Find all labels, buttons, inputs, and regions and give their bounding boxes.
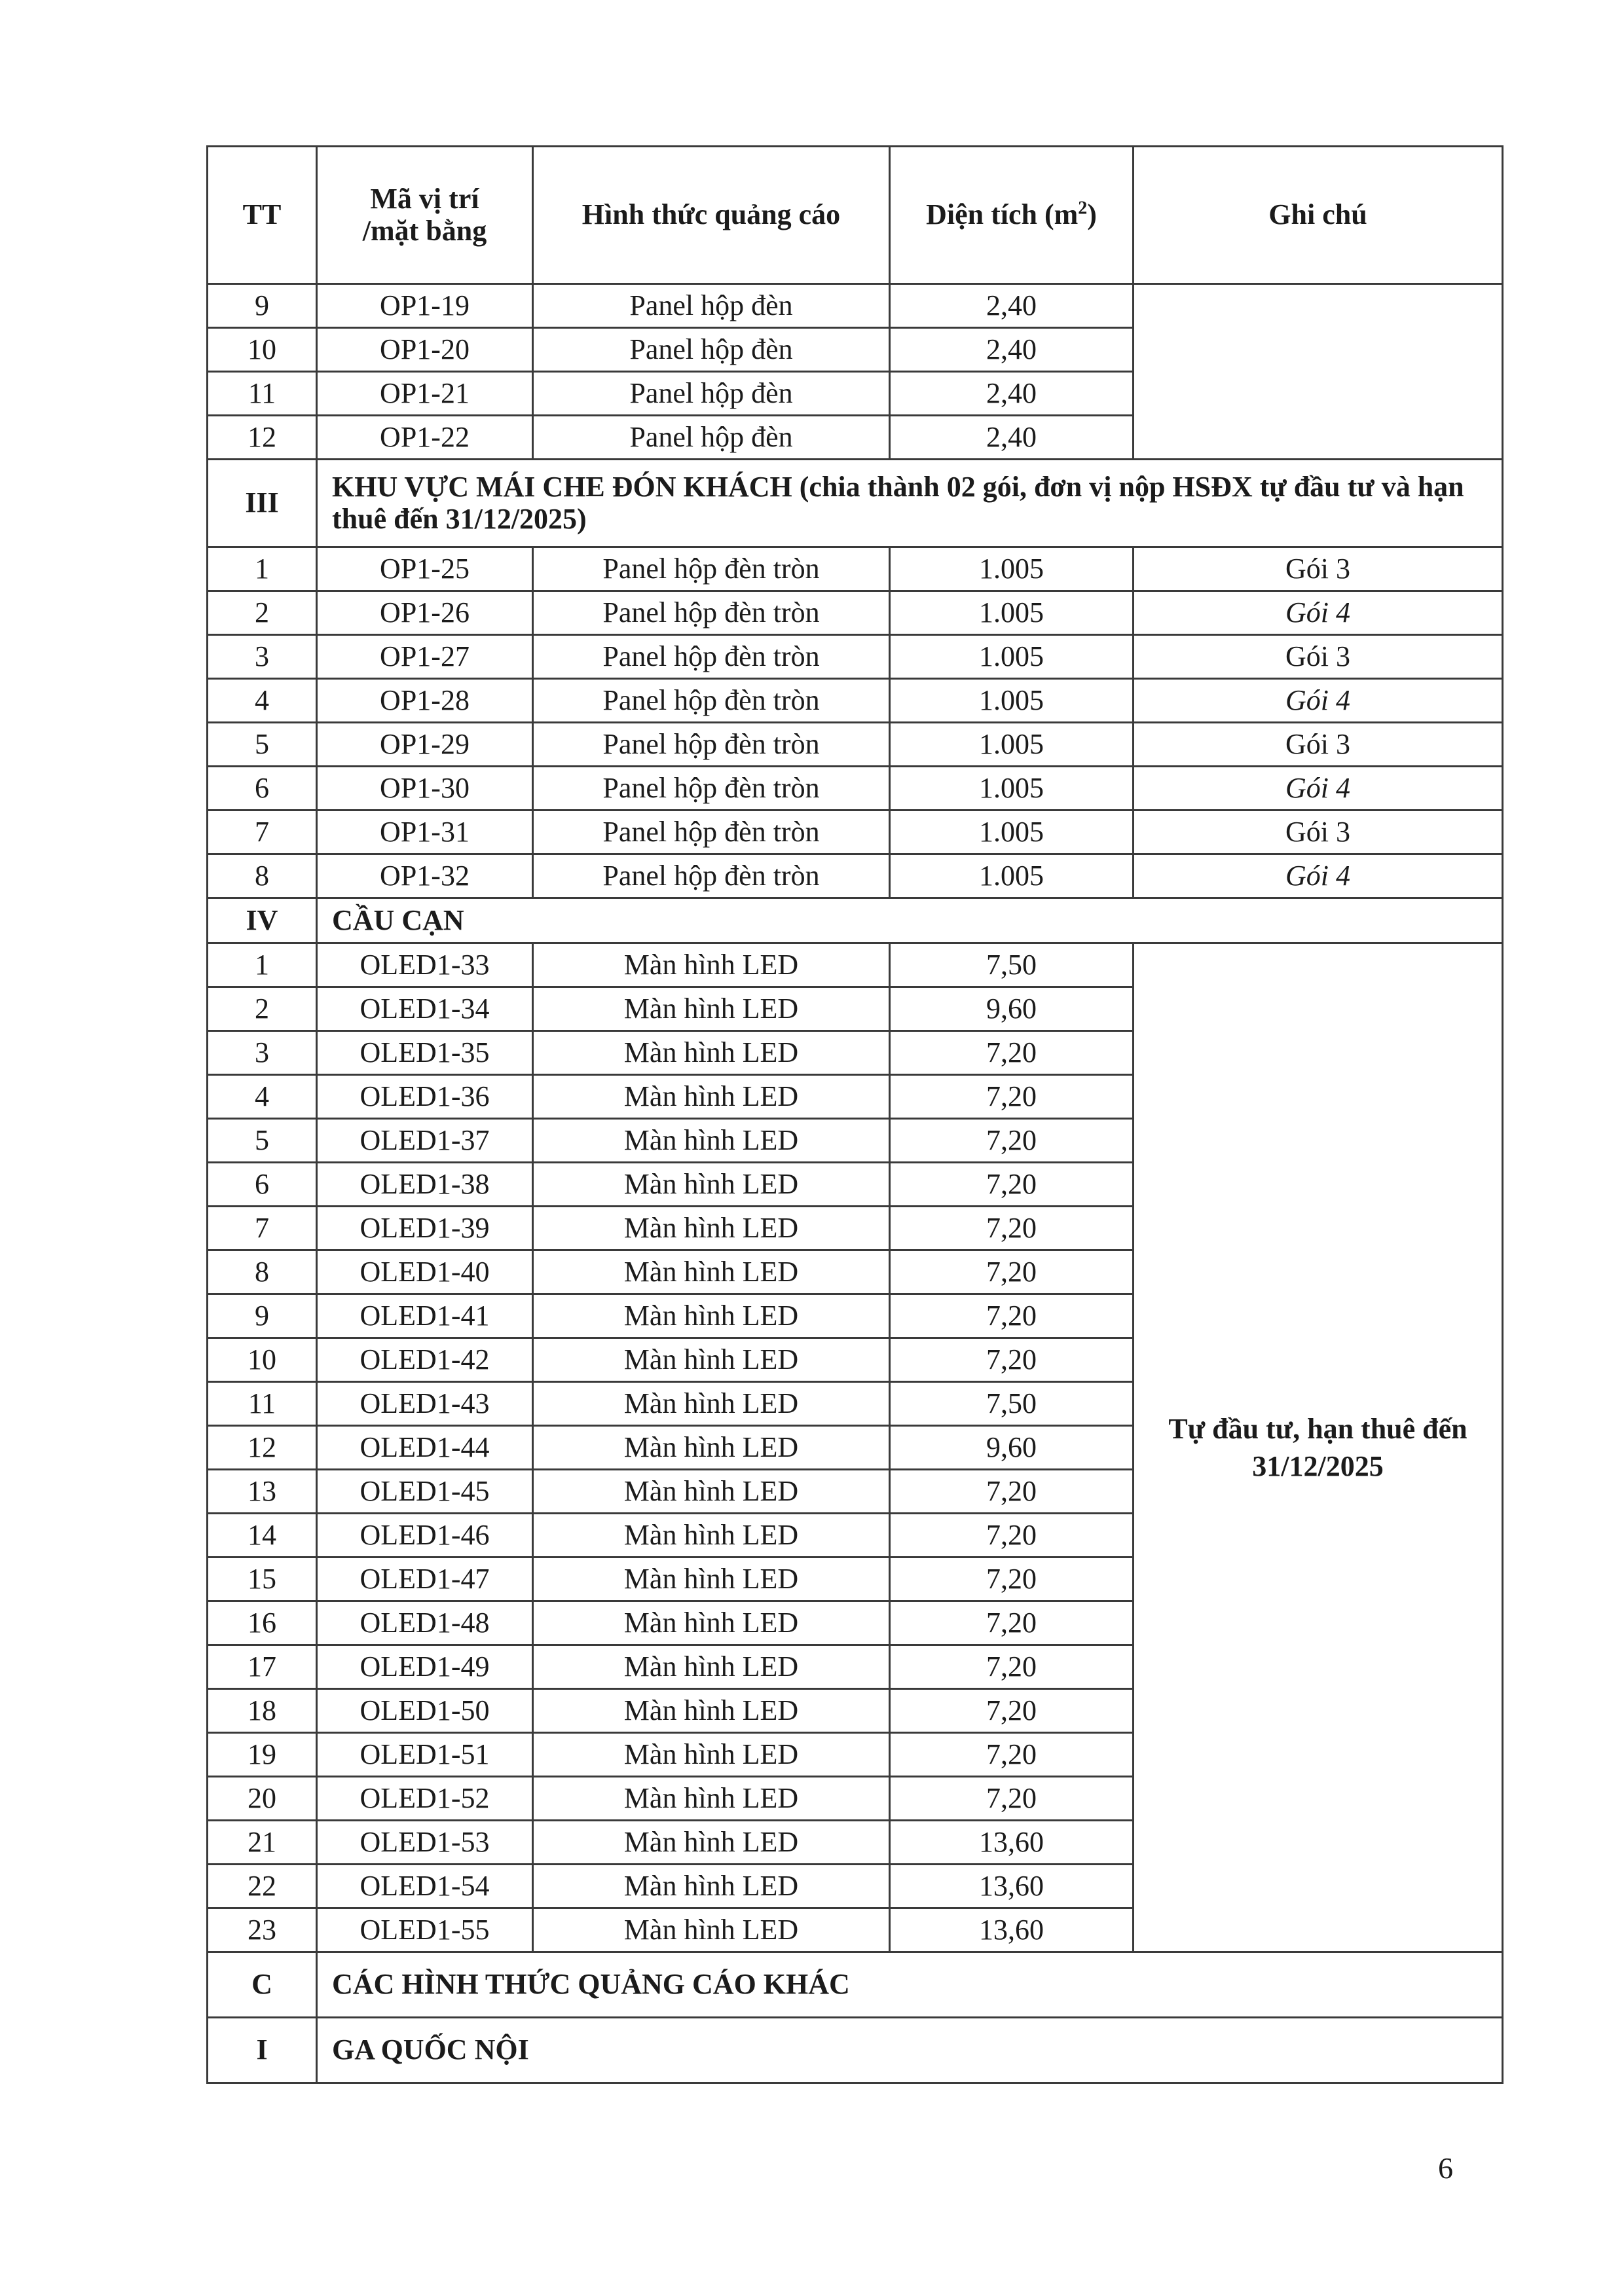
row-tt: 16 (208, 1601, 317, 1645)
row-tt: 6 (208, 1163, 317, 1207)
row-position-code: OP1-20 (317, 328, 533, 372)
row-position-code: OLED1-44 (317, 1426, 533, 1470)
row-ad-form: Panel hộp đèn (533, 416, 890, 460)
row-area: 7,50 (890, 1382, 1134, 1426)
table-row (208, 591, 1503, 635)
row-tt: 10 (208, 328, 317, 372)
row-note-merged: Tự đầu tư, hạn thuê đến 31/12/2025 (1134, 943, 1503, 1952)
row-ad-form: Màn hình LED (533, 1558, 890, 1601)
table-header-row (208, 147, 1503, 284)
row-ad-form: Panel hộp đèn (533, 328, 890, 372)
row-note-package: Gói 3 (1134, 723, 1503, 767)
row-ad-form: Panel hộp đèn (533, 284, 890, 328)
row-tt: 12 (208, 416, 317, 460)
row-note-package: Gói 4 (1134, 591, 1503, 635)
table-row (208, 811, 1503, 854)
row-position-code: OP1-28 (317, 679, 533, 723)
row-area: 7,20 (890, 1294, 1134, 1338)
row-area: 7,20 (890, 1207, 1134, 1250)
row-position-code: OP1-29 (317, 723, 533, 767)
row-position-code: OLED1-41 (317, 1294, 533, 1338)
row-position-code: OLED1-48 (317, 1601, 533, 1645)
row-ad-form: Màn hình LED (533, 1294, 890, 1338)
row-tt: 6 (208, 767, 317, 811)
row-note-package: Gói 4 (1134, 679, 1503, 723)
row-tt: 12 (208, 1426, 317, 1470)
row-note-package: Gói 3 (1134, 635, 1503, 679)
row-position-code: OLED1-53 (317, 1821, 533, 1865)
row-area: 7,20 (890, 1119, 1134, 1163)
row-position-code: OLED1-51 (317, 1733, 533, 1777)
row-ad-form: Màn hình LED (533, 1689, 890, 1733)
table-row (208, 767, 1503, 811)
row-position-code: OLED1-42 (317, 1338, 533, 1382)
row-position-code: OP1-27 (317, 635, 533, 679)
row-position-code: OP1-19 (317, 284, 533, 328)
row-ad-form: Panel hộp đèn (533, 372, 890, 416)
header-code-line1: Mã vị trí (370, 183, 479, 215)
row-position-code: OLED1-39 (317, 1207, 533, 1250)
row-area: 13,60 (890, 1821, 1134, 1865)
row-position-code: OP1-32 (317, 854, 533, 898)
row-ad-form: Màn hình LED (533, 1426, 890, 1470)
row-position-code: OP1-22 (317, 416, 533, 460)
row-tt: 9 (208, 284, 317, 328)
row-tt: 2 (208, 591, 317, 635)
row-position-code: OP1-31 (317, 811, 533, 854)
row-tt: 5 (208, 1119, 317, 1163)
row-tt: 23 (208, 1908, 317, 1952)
row-ad-form: Màn hình LED (533, 987, 890, 1031)
row-position-code: OP1-25 (317, 547, 533, 591)
row-tt: 13 (208, 1470, 317, 1514)
row-tt: 19 (208, 1733, 317, 1777)
row-area: 13,60 (890, 1908, 1134, 1952)
row-position-code: OP1-21 (317, 372, 533, 416)
row-tt: 17 (208, 1645, 317, 1689)
row-tt: 5 (208, 723, 317, 767)
row-ad-form: Màn hình LED (533, 1119, 890, 1163)
row-area: 1.005 (890, 854, 1134, 898)
row-area: 7,20 (890, 1645, 1134, 1689)
section-title: CẦU CẠN (317, 898, 1503, 943)
row-note-package: Gói 4 (1134, 854, 1503, 898)
row-area: 7,20 (890, 1601, 1134, 1645)
row-tt: 14 (208, 1514, 317, 1558)
row-area: 2,40 (890, 416, 1134, 460)
row-note-package: Gói 4 (1134, 767, 1503, 811)
row-ad-form: Màn hình LED (533, 1514, 890, 1558)
table-row (208, 547, 1503, 591)
row-position-code: OLED1-35 (317, 1031, 533, 1075)
row-tt: 7 (208, 811, 317, 854)
row-area: 1.005 (890, 723, 1134, 767)
row-area: 7,20 (890, 1514, 1134, 1558)
table-row (208, 284, 1503, 328)
row-area: 9,60 (890, 1426, 1134, 1470)
section-number: C (208, 1952, 317, 2018)
row-ad-form: Panel hộp đèn tròn (533, 767, 890, 811)
row-ad-form: Màn hình LED (533, 1163, 890, 1207)
row-area: 7,20 (890, 1777, 1134, 1821)
table-row (208, 854, 1503, 898)
row-ad-form: Panel hộp đèn tròn (533, 811, 890, 854)
table-row (208, 635, 1503, 679)
row-position-code: OLED1-40 (317, 1250, 533, 1294)
row-ad-form: Màn hình LED (533, 1821, 890, 1865)
row-position-code: OLED1-33 (317, 943, 533, 987)
row-area: 1.005 (890, 679, 1134, 723)
row-tt: 22 (208, 1865, 317, 1908)
section-title: KHU VỰC MÁI CHE ĐÓN KHÁCH (chia thành 02 gói, đơn vị nộp HSĐX tự đầu tư và hạn thuê đến 31/12/2025) (317, 460, 1503, 547)
row-area: 9,60 (890, 987, 1134, 1031)
header-tt: TT (208, 147, 317, 284)
row-position-code: OLED1-55 (317, 1908, 533, 1952)
row-tt: 15 (208, 1558, 317, 1601)
row-ad-form: Màn hình LED (533, 1470, 890, 1514)
table-row (208, 943, 1503, 987)
row-position-code: OLED1-49 (317, 1645, 533, 1689)
row-ad-form: Màn hình LED (533, 1908, 890, 1952)
table-row (208, 679, 1503, 723)
row-area: 2,40 (890, 328, 1134, 372)
row-position-code: OLED1-37 (317, 1119, 533, 1163)
row-ad-form: Panel hộp đèn tròn (533, 679, 890, 723)
row-area: 1.005 (890, 767, 1134, 811)
row-ad-form: Panel hộp đèn tròn (533, 723, 890, 767)
header-area (890, 147, 1134, 284)
row-area: 1.005 (890, 591, 1134, 635)
row-area: 1.005 (890, 547, 1134, 591)
row-area: 2,40 (890, 284, 1134, 328)
row-tt: 4 (208, 1075, 317, 1119)
row-note-package: Gói 3 (1134, 547, 1503, 591)
row-ad-form: Màn hình LED (533, 1338, 890, 1382)
row-tt: 8 (208, 1250, 317, 1294)
row-tt: 20 (208, 1777, 317, 1821)
row-position-code: OP1-30 (317, 767, 533, 811)
row-tt: 7 (208, 1207, 317, 1250)
row-ad-form: Màn hình LED (533, 1382, 890, 1426)
row-ad-form: Panel hộp đèn tròn (533, 547, 890, 591)
row-ad-form: Màn hình LED (533, 1733, 890, 1777)
row-area: 7,20 (890, 1163, 1134, 1207)
row-area: 7,50 (890, 943, 1134, 987)
row-ad-form: Màn hình LED (533, 1865, 890, 1908)
row-tt: 21 (208, 1821, 317, 1865)
row-area: 2,40 (890, 372, 1134, 416)
row-tt: 3 (208, 635, 317, 679)
row-ad-form: Màn hình LED (533, 943, 890, 987)
row-ad-form: Panel hộp đèn tròn (533, 591, 890, 635)
row-position-code: OLED1-52 (317, 1777, 533, 1821)
header-area-sup: 2 (1078, 198, 1088, 219)
row-area: 7,20 (890, 1338, 1134, 1382)
row-tt: 18 (208, 1689, 317, 1733)
row-ad-form: Màn hình LED (533, 1645, 890, 1689)
row-ad-form: Màn hình LED (533, 1075, 890, 1119)
row-area: 1.005 (890, 635, 1134, 679)
header-code-line2: /mặt bằng (362, 214, 487, 247)
section-number: I (208, 2018, 317, 2083)
row-tt: 3 (208, 1031, 317, 1075)
section-row-c (208, 1952, 1503, 2018)
table-row (208, 723, 1503, 767)
header-note: Ghi chú (1134, 147, 1503, 284)
row-ad-form: Panel hộp đèn tròn (533, 635, 890, 679)
row-ad-form: Màn hình LED (533, 1601, 890, 1645)
row-tt: 2 (208, 987, 317, 1031)
row-area: 1.005 (890, 811, 1134, 854)
row-area: 7,20 (890, 1470, 1134, 1514)
section-row-iii (208, 460, 1503, 547)
section-row-c-i (208, 2018, 1503, 2083)
header-position-code (317, 147, 533, 284)
page-number: 6 (1438, 2151, 1453, 2185)
row-tt: 10 (208, 1338, 317, 1382)
row-note-merged-empty (1134, 284, 1503, 460)
row-area: 13,60 (890, 1865, 1134, 1908)
row-position-code: OP1-26 (317, 591, 533, 635)
row-area: 7,20 (890, 1250, 1134, 1294)
row-area: 7,20 (890, 1733, 1134, 1777)
row-position-code: OLED1-36 (317, 1075, 533, 1119)
row-position-code: OLED1-43 (317, 1382, 533, 1426)
row-position-code: OLED1-54 (317, 1865, 533, 1908)
row-tt: 9 (208, 1294, 317, 1338)
row-area: 7,20 (890, 1689, 1134, 1733)
row-ad-form: Màn hình LED (533, 1207, 890, 1250)
row-position-code: OLED1-46 (317, 1514, 533, 1558)
section-title: CÁC HÌNH THỨC QUẢNG CÁO KHÁC (317, 1952, 1503, 2018)
row-ad-form: Panel hộp đèn tròn (533, 854, 890, 898)
row-position-code: OLED1-50 (317, 1689, 533, 1733)
advertising-positions-table (206, 145, 1504, 2084)
header-ad-form: Hình thức quảng cáo (533, 147, 890, 284)
row-tt: 11 (208, 372, 317, 416)
section-title: GA QUỐC NỘI (317, 2018, 1503, 2083)
row-position-code: OLED1-45 (317, 1470, 533, 1514)
section-row-iv (208, 898, 1503, 943)
row-ad-form: Màn hình LED (533, 1777, 890, 1821)
row-note-package: Gói 3 (1134, 811, 1503, 854)
row-area: 7,20 (890, 1075, 1134, 1119)
row-tt: 4 (208, 679, 317, 723)
header-area-suffix: ) (1087, 198, 1097, 231)
row-tt: 1 (208, 547, 317, 591)
row-area: 7,20 (890, 1031, 1134, 1075)
row-ad-form: Màn hình LED (533, 1031, 890, 1075)
row-tt: 8 (208, 854, 317, 898)
row-tt: 11 (208, 1382, 317, 1426)
row-position-code: OLED1-38 (317, 1163, 533, 1207)
row-ad-form: Màn hình LED (533, 1250, 890, 1294)
section-number: IV (208, 898, 317, 943)
row-area: 7,20 (890, 1558, 1134, 1601)
row-position-code: OLED1-47 (317, 1558, 533, 1601)
section-number: III (208, 460, 317, 547)
row-tt: 1 (208, 943, 317, 987)
header-area-prefix: Diện tích (m (926, 198, 1079, 231)
row-position-code: OLED1-34 (317, 987, 533, 1031)
